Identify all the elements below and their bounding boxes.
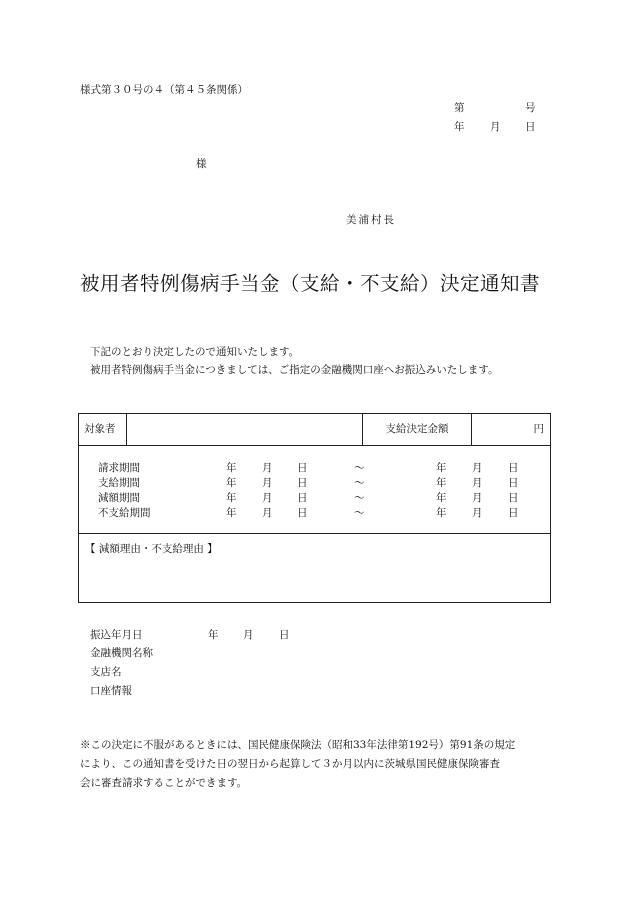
period-start-month: 月 [262, 462, 273, 474]
form-number: 様式第３０号の４（第４５条関係） [80, 84, 248, 96]
period-label: 不支給期間 [98, 507, 151, 519]
period-start-year: 年 [226, 492, 237, 504]
document-number-line [448, 100, 538, 116]
doc-number-suffix: 号 [525, 102, 536, 114]
transfer-date-day: 日 [279, 629, 290, 641]
period-tilde: 〜 [354, 507, 365, 519]
branch-name-label: 支店名 [90, 666, 122, 678]
period-end-month: 月 [472, 492, 483, 504]
period-end-month: 月 [472, 462, 483, 474]
period-row [79, 490, 550, 504]
period-start-day: 日 [297, 507, 308, 519]
document-title: 被用者特例傷病手当金（支給・不支給）決定通知書 [80, 272, 541, 295]
period-start-day: 日 [297, 462, 308, 474]
issue-date-line [448, 119, 538, 135]
subject-value-field[interactable] [127, 414, 363, 445]
intro-line-2: 被用者特例傷病手当金につきましては、ご指定の金融機関口座へお振込みいたします。 [90, 364, 499, 376]
period-end-day: 日 [508, 492, 519, 504]
issuer-name: 美浦村長 [346, 214, 396, 226]
doc-number-prefix: 第 [454, 102, 465, 114]
period-end-year: 年 [436, 462, 447, 474]
addressee-suffix: 様 [196, 158, 207, 170]
transfer-date-year: 年 [208, 629, 219, 641]
intro-line-1: 下記のとおり決定したので通知いたします。 [90, 346, 300, 358]
period-end-year: 年 [436, 507, 447, 519]
period-start-month: 月 [262, 492, 273, 504]
period-start-month: 月 [262, 507, 273, 519]
period-end-month: 月 [472, 477, 483, 489]
reason-label: 【 減額理由・不支給理由 】 [85, 543, 218, 555]
issue-date-year: 年 [454, 121, 465, 133]
footnote-line-3: 会に審査請求することができます。 [80, 777, 248, 789]
issue-date-month: 月 [490, 121, 501, 133]
period-start-day: 日 [297, 492, 308, 504]
amount-value-field[interactable] [472, 414, 550, 445]
subject-amount-row [79, 414, 550, 446]
period-start-year: 年 [226, 507, 237, 519]
period-end-year: 年 [436, 477, 447, 489]
footnote-line-2: により、この通知書を受けた日の翌日から起算して３か月以内に茨城県国民健康保険審査 [80, 758, 500, 770]
footnote-line-1: ※この決定に不服があるときには、国民健康保険法（昭和33年法律第192号）第91条の規定 [80, 739, 516, 751]
period-start-month: 月 [262, 477, 273, 489]
period-end-day: 日 [508, 462, 519, 474]
yen-unit: 円 [533, 423, 544, 435]
periods-block [79, 446, 550, 534]
period-end-day: 日 [508, 477, 519, 489]
transfer-date-label: 振込年月日 [90, 629, 143, 641]
issue-date-day: 日 [525, 121, 536, 133]
period-label: 請求期間 [98, 462, 140, 474]
period-row [79, 505, 550, 519]
period-end-month: 月 [472, 507, 483, 519]
period-start-year: 年 [226, 477, 237, 489]
decision-table [78, 413, 551, 603]
period-tilde: 〜 [354, 462, 365, 474]
period-label: 支給期間 [98, 477, 140, 489]
period-row [79, 460, 550, 474]
period-start-year: 年 [226, 462, 237, 474]
period-end-day: 日 [508, 507, 519, 519]
period-tilde: 〜 [354, 492, 365, 504]
account-info-label: 口座情報 [90, 685, 132, 697]
transfer-date-month: 月 [243, 629, 254, 641]
period-label: 減額期間 [98, 492, 140, 504]
period-row [79, 475, 550, 489]
period-tilde: 〜 [354, 477, 365, 489]
period-end-year: 年 [436, 492, 447, 504]
bank-name-label: 金融機関名称 [90, 647, 153, 659]
period-start-day: 日 [297, 477, 308, 489]
subject-label: 対象者 [79, 414, 127, 445]
amount-label: 支給決定金額 [363, 414, 472, 445]
